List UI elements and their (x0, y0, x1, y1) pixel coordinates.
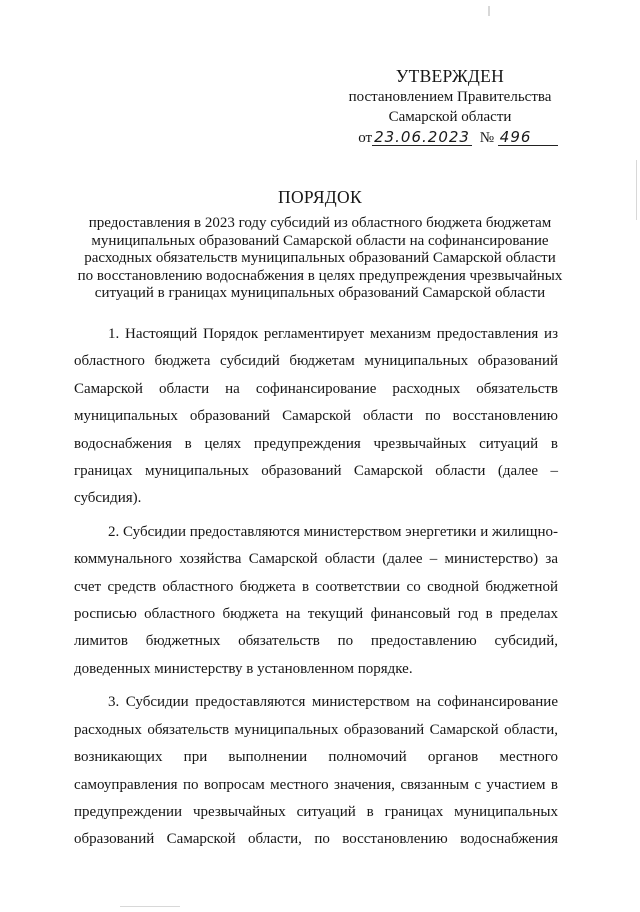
approval-date-row (308, 128, 608, 148)
scan-artifact-bottom (120, 906, 180, 907)
scan-artifact-right (636, 160, 637, 220)
subtitle-line-5: ситуаций в границах муниципальных образований Самарской области (94, 285, 546, 302)
handwritten-number: 496 (498, 130, 558, 146)
scan-artifact-top (488, 6, 490, 16)
subtitle-line-2: муниципальных образований Самарской области на софинансирование (91, 232, 549, 249)
approval-line-2: Самарской области (388, 109, 512, 125)
handwritten-date: 23.06.2023 (374, 128, 470, 146)
paragraph-3: 3. Субсидии предоставляются министерством на софинансирование расходных обязательств муниципальных образований Самарской области, возникающих при выполнении полномочий органов местного самоуправления по вопросам местного значения, связанным с участием в предупреждении чрезвычайных ситуаций в границах муниципальных образований Самарской области, по восстановлению водоснабжения (74, 694, 558, 848)
document-heading: ПОРЯДОК (278, 187, 362, 207)
date-prefix: от (358, 130, 373, 146)
document-subtitle (40, 215, 600, 303)
subtitle-line-4: по восстановлению водоснабжения в целях предупреждения чрезвычайных (77, 267, 563, 284)
subtitle-line-1: предоставления в 2023 году субсидий из областного бюджета бюджетам (88, 215, 552, 231)
number-label: № (479, 130, 495, 146)
approval-line-1: постановлением Правительства (348, 89, 552, 105)
document-body (74, 321, 558, 860)
paragraph-2: 2. Субсидии предоставляются министерством энергетики и жилищно-коммунального хозяйства Самарской области (далее – министерство) за счет средств областного бюджета в соответствии со сводной бюджетной росписью областного бюджета на текущий финансовый год в пределах лимитов бюджетных обязательств по предоставлению субсидий, доведенных министерству в установленном порядке. (74, 523, 558, 677)
approval-block (300, 66, 600, 148)
paragraph-1: 1. Настоящий Порядок регламентирует механизм предоставления из областного бюджета субсидий бюджетам муниципальных образований Самарской области на софинансирование расходных обязательств муниципальных образований Самарской области по восстановлению водоснабжения в целях предупреждения чрезвычайных ситуаций в границах муниципальных образований Самарской области (далее – субсидия). (74, 326, 558, 507)
approval-title: УТВЕРЖДЕН (395, 66, 505, 86)
subtitle-line-3: расходных обязательств муниципальных образований Самарской области (84, 250, 556, 267)
document-title-block (40, 186, 600, 303)
